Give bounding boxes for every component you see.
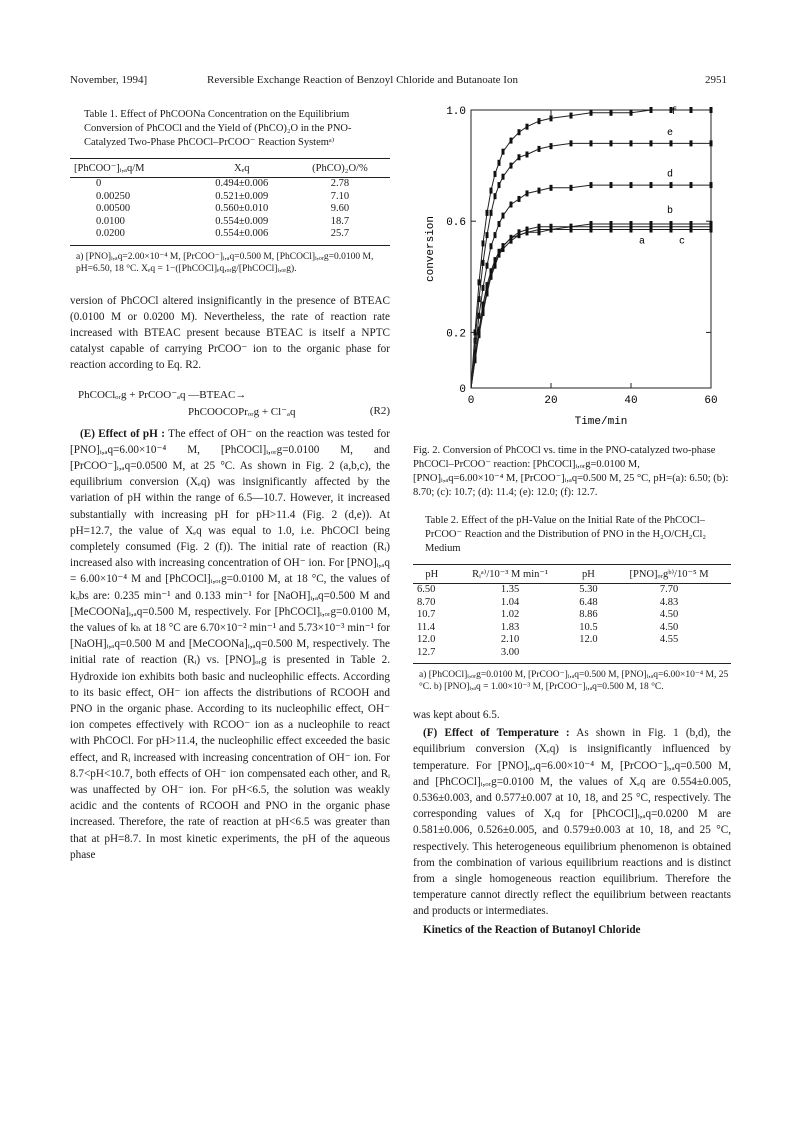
table1-header: (PhCO)₂O/% bbox=[290, 159, 390, 178]
table-row bbox=[70, 228, 390, 245]
section-heading: (F) Effect of Temperature : bbox=[423, 727, 570, 740]
table2-caption bbox=[413, 514, 731, 556]
data-point-f bbox=[478, 279, 481, 285]
header-title: Reversible Exchange Reaction of Benzoyl Chloride and Butanoate Ion bbox=[207, 74, 518, 86]
data-point-d bbox=[630, 182, 633, 188]
data-point-c bbox=[610, 224, 613, 230]
data-point-c bbox=[710, 224, 713, 230]
table-cell: 12.0 bbox=[417, 634, 436, 645]
data-point-e bbox=[630, 140, 633, 146]
section-e bbox=[70, 426, 390, 863]
data-point-c bbox=[538, 227, 541, 233]
table-row bbox=[70, 216, 390, 229]
equation-line: PhCOClₒᵣg + PrCOO⁻ₐq —BTEAC→ bbox=[78, 388, 247, 401]
table-cell: 11.4 bbox=[417, 621, 435, 633]
table-cell bbox=[607, 647, 731, 664]
table-cell: 8.86 bbox=[579, 609, 598, 620]
table-cell: 2.10 bbox=[500, 634, 520, 645]
data-point-f bbox=[590, 110, 593, 116]
table-row bbox=[413, 634, 731, 647]
header-date: November, 1994] bbox=[70, 74, 148, 86]
series-line-d bbox=[471, 185, 711, 388]
data-point-c bbox=[650, 224, 653, 230]
table-cell bbox=[570, 647, 607, 664]
data-point-e bbox=[510, 163, 513, 169]
x-axis-label: Time/min bbox=[574, 416, 628, 428]
table-cell: 6.48 bbox=[579, 596, 598, 608]
data-point-f bbox=[650, 107, 653, 113]
table1-note: a) [PNO]ᵢ,ₐq=2.00×10⁻⁴ M, [PrCOO⁻]ᵢ,ₐq=0.500 M, [PhCOCl]ᵢ,ₒᵣg=0.0100 M, pH=6.50, 18 °C. Xₑq = 1−([PhCOCl]ₑq,ₒᵣg/[PhCOCl]ᵢ,ₒᵣg). bbox=[76, 251, 374, 274]
data-point-d bbox=[538, 188, 541, 194]
table2-caption-text: Effect of the pH-Value on the Initial Rate of the PhCOCl–PrCOO⁻ Reaction and the Distribution of PNO in the H₂O/CH₂Cl₂ Medium bbox=[425, 515, 707, 554]
table-cell: 4.83 bbox=[659, 596, 679, 608]
series-line-b bbox=[471, 224, 711, 388]
data-point-f bbox=[690, 107, 693, 113]
figure2-chart bbox=[413, 100, 731, 440]
plot-frame bbox=[471, 110, 711, 388]
data-point-d bbox=[690, 182, 693, 188]
table-cell: 4.55 bbox=[659, 634, 679, 645]
data-point-d bbox=[650, 182, 653, 188]
y-tick-label: 0.6 bbox=[446, 217, 466, 230]
data-point-c bbox=[486, 288, 489, 294]
data-point-d bbox=[570, 185, 573, 191]
table2-header: pH bbox=[413, 565, 450, 584]
data-point-e bbox=[610, 140, 613, 146]
data-point-f bbox=[570, 113, 573, 119]
x-tick-label: 40 bbox=[624, 395, 638, 407]
data-point-c bbox=[494, 260, 497, 266]
data-point-e bbox=[690, 140, 693, 146]
data-point-d bbox=[670, 182, 673, 188]
data-point-f bbox=[538, 118, 541, 124]
data-point-e bbox=[486, 232, 489, 238]
table-cell: 0 bbox=[96, 178, 102, 189]
series-line-e bbox=[471, 143, 711, 388]
table-row bbox=[413, 622, 731, 635]
data-point-e bbox=[570, 140, 573, 146]
table-cell: 0.00500 bbox=[96, 203, 131, 214]
data-point-c bbox=[670, 224, 673, 230]
data-point-d bbox=[490, 243, 493, 249]
table2-note: a) [PhCOCl]ᵢ,ₒᵣg=0.0100 M, [PrCOO⁻]ᵢ,ₐq=0.500 M, [PNO]ᵢ,ₐq=6.00×10⁻⁴ M, 25 °C. b) [PNO]ᵢ,ₐq = 1.00×10⁻³ M, [PrCOO⁻]ᵢ,ₐq=0.500 M, 18 °C. bbox=[419, 670, 729, 692]
data-point-f bbox=[510, 138, 513, 144]
table2-header: [PNO]ₒᵣgᵇ⁾/10⁻⁵ M bbox=[607, 565, 731, 584]
table-cell: 12.0 bbox=[579, 634, 598, 645]
series-label-d: d bbox=[667, 169, 674, 181]
table1-header: [PhCOO⁻]ᵢ,ₐq/M bbox=[70, 159, 194, 178]
y-tick-label: 1.0 bbox=[446, 106, 466, 118]
series-line-f bbox=[471, 110, 711, 388]
series-line-c bbox=[471, 227, 711, 388]
data-point-e bbox=[482, 260, 485, 266]
data-point-c bbox=[690, 224, 693, 230]
data-point-f bbox=[610, 110, 613, 116]
data-point-f bbox=[482, 240, 485, 246]
data-point-d bbox=[510, 202, 513, 208]
data-point-d bbox=[526, 190, 529, 196]
section-heading: (E) Effect of pH : bbox=[80, 427, 165, 440]
table-cell: 2.78 bbox=[330, 178, 350, 189]
table-row bbox=[413, 647, 731, 664]
section-f bbox=[413, 725, 731, 919]
data-point-e bbox=[490, 210, 493, 216]
data-point-e bbox=[670, 140, 673, 146]
table-cell: 12.7 bbox=[413, 647, 450, 664]
x-tick-label: 20 bbox=[544, 395, 558, 407]
y-axis-label: conversion bbox=[425, 215, 437, 283]
table-cell: 5.30 bbox=[579, 584, 598, 595]
data-point-f bbox=[474, 329, 477, 335]
table-cell: 6.50 bbox=[417, 584, 436, 595]
data-point-e bbox=[650, 140, 653, 146]
table-row bbox=[70, 191, 390, 204]
series-line-a bbox=[471, 230, 711, 389]
table-cell: 0.560±0.010 bbox=[215, 203, 269, 214]
table-cell: 0.494±0.006 bbox=[215, 178, 269, 189]
figure2-caption: Fig. 2. Conversion of PhCOCl vs. time in the PNO-catalyzed two-phase PhCOCl–PrCOO⁻ reaction: [PhCOCl]ᵢ,ₒᵣg=0.0100 M, [PNO]ᵢ,ₐq=6.00×10⁻⁴ M, [PrCOO⁻]ᵢ,ₐq=0.500 M, 25 °C, pH=(a): 6.50; (b): 8.70; (c): 10.7; (d): 11.4; (e): 12.0; (f): 12.7. bbox=[413, 445, 729, 498]
data-point-f bbox=[630, 110, 633, 116]
data-point-e bbox=[502, 174, 505, 180]
data-point-d bbox=[494, 232, 497, 238]
table1-header: Xₑq bbox=[194, 159, 290, 178]
data-point-d bbox=[482, 285, 485, 291]
table2 bbox=[413, 514, 731, 693]
section-body: The effect of OH⁻ on the reaction was tested for [PNO]ᵢ,ₐq=6.00×10⁻⁴ M, [PhCOCl]ᵢ,ₒᵣg=0.0100 M, and [PrCOO⁻]ᵢ,ₐq=0.0500 M, at 25 °C. As shown in Fig. 2 (a,b,c), the equilibrium conversion (Xₑq) was insignificantly affected by the variation of pH within the range of 6.5—10.7. However, it increased substantially with increasing pH for pH>11.4 (Fig. 2 (d,e)). At pH=12.7, the value of Xₑq was equal to 1.0, i.e. PhCOCl being completely consumed (Fig. 2 (f)). The initial rate of reaction (Rᵢ) increased also with increasing concentration of OH⁻ ion. For [PNO]ᵢ,ₐq = 6.00×10⁻⁴ M and [PhCOCl]ᵢ,ₒᵣg=0.0100 M, at 18 °C, the values of kₒbs are: 0.235 min⁻¹ and 0.133 min⁻¹ for [NaOH]ᵢ,ₐq=0.500 M and [MeCOONa]ᵢ,ₐq=0.500 M, respectively. For [PhCOCl]ᵢ,ₒᵣg=0.0100 M, the values of kₕ at 18 °C are 6.70×10⁻² min⁻¹ and 5.73×10⁻³ min⁻¹ for [NaOH]ᵢ,ₐq=0.500 M and [MeCOONa]ᵢ,ₐq=0.500 M, respectively. The initial rate of reaction (Rᵢ) vs. [PNO]ₒᵣg is presented in Table 2. Hydroxide ion exhibits both basic and nucleophilic effects. According to its basic effect, OH⁻ ion affects the distributions of RCOOH and PNO in the organic phase. According to its nucleophilic effect, OH⁻ ion competes effectively with RCOO⁻ ion as a nucleophile to react with PhCOCl. For pH>11.4, the nucleophilic effect exceeded the basic effect, and Rᵢ increased with increasing concentration of OH⁻ ion. For 8.7<pH<10.7, both effects of OH⁻ ion compensated each other, and Rᵢ was unaffected by OH⁻ ion. For pH<6.5, the solution was weakly acidic and the contents of RCOOH and PNO in the organic phase increased. Therefore, the rate of reaction at pH<6.5 was greater than that at pH=8.7. In most kinetic experiments, the pH of the aqueous phase bbox=[70, 427, 391, 861]
table-cell: 7.70 bbox=[659, 584, 679, 595]
data-point-c bbox=[590, 224, 593, 230]
data-point-c bbox=[526, 229, 529, 235]
table1-grid bbox=[70, 158, 390, 246]
table-row bbox=[413, 584, 731, 597]
table-cell: 0.554±0.009 bbox=[215, 215, 269, 227]
table-cell: 0.0200 bbox=[70, 228, 194, 245]
data-point-f bbox=[498, 160, 501, 166]
data-point-c bbox=[630, 224, 633, 230]
data-point-c bbox=[498, 252, 501, 258]
data-point-d bbox=[486, 263, 489, 269]
series-label-c: c bbox=[679, 236, 686, 248]
table-row bbox=[70, 178, 390, 191]
data-point-f bbox=[494, 171, 497, 177]
table-cell: 4.50 bbox=[659, 621, 679, 633]
data-point-c bbox=[550, 227, 553, 233]
table-cell: 1.02 bbox=[500, 609, 520, 620]
equation-line: PhCOOCOPrₒᵣg + Cl⁻ₐq bbox=[188, 405, 296, 418]
data-point-d bbox=[550, 185, 553, 191]
x-tick-label: 60 bbox=[704, 395, 718, 407]
table-cell: 3.00 bbox=[450, 647, 569, 664]
right-column bbox=[413, 100, 731, 938]
table-cell: 0.00250 bbox=[96, 190, 131, 202]
table-row bbox=[413, 597, 731, 610]
data-point-c bbox=[570, 224, 573, 230]
table-cell: 1.83 bbox=[500, 621, 520, 633]
table1-caption-text: Effect of PhCOONa Concentration on the Equilibrium Conversion of PhCOCl and the Yield of (PhCO)₂O in the PNO-Catalyzed Two-Phase PhCOCl–PrCOO⁻ Reaction Systemᵃ⁾ bbox=[84, 109, 352, 148]
table-cell: 0.0100 bbox=[96, 215, 125, 227]
section-body: As shown in Fig. 1 (b,d), the equilibrium conversion (Xₑq) is insignificantly influenced by temperature. For [PNO]ᵢ,ₐq=6.00×10⁻⁴ M, [PrCOO⁻]ᵢ,ₐq=0.500 M, and [PhCOCl]ᵢ,ₒᵣg=0.0100 M, the values of Xₑq are 0.554±0.005, 0.536±0.003, and 0.577±0.007 at 10, 18, and 25 °C, respectively. The corresponding values of Xₑq for [PhCOCl]ᵢ,ₐq=0.0200 M are 0.581±0.006, 0.526±0.005, and 0.579±0.003 at 10, 18, and 25 °C, respectively. This heterogeneous equilibrium phenomenon is obtained from the combination of various equilibrium reactions and is distinct from a single homogeneous reaction equilibrium. Therefore the temperature cannot directly reflect the equilibrium between reactants and products or intermediates. bbox=[413, 727, 731, 918]
table-cell: 9.60 bbox=[330, 203, 350, 214]
data-point-e bbox=[538, 146, 541, 152]
data-point-c bbox=[490, 271, 493, 277]
data-point-d bbox=[502, 213, 505, 219]
data-point-c bbox=[518, 232, 521, 238]
data-point-f bbox=[502, 149, 505, 155]
series-label-b: b bbox=[667, 205, 674, 217]
x-tick-label: 0 bbox=[467, 395, 475, 407]
data-point-e bbox=[590, 140, 593, 146]
data-point-e bbox=[526, 151, 529, 157]
data-point-d bbox=[610, 182, 613, 188]
data-point-f bbox=[518, 129, 521, 135]
data-point-e bbox=[710, 140, 713, 146]
page-number: 2951 bbox=[705, 74, 727, 86]
table-cell: 25.7 bbox=[290, 228, 390, 245]
paragraph: was kept about 6.5. bbox=[413, 709, 500, 721]
y-tick-label: 0.2 bbox=[446, 328, 466, 341]
data-point-f bbox=[550, 115, 553, 121]
table1-label: Table 1. bbox=[84, 109, 118, 120]
table2-header: Rᵢᵃ⁾/10⁻³ M min⁻¹ bbox=[450, 565, 569, 584]
table-cell: 4.50 bbox=[659, 609, 679, 620]
table-cell: 0.521±0.009 bbox=[215, 190, 269, 202]
table1-caption bbox=[70, 108, 390, 150]
table2-label: Table 2. bbox=[425, 515, 459, 526]
table-row bbox=[70, 203, 390, 216]
data-point-d bbox=[518, 196, 521, 202]
data-point-d bbox=[710, 182, 713, 188]
table-cell: 1.35 bbox=[500, 584, 520, 595]
series-label-e: e bbox=[667, 128, 674, 140]
data-point-e bbox=[518, 154, 521, 160]
data-point-c bbox=[482, 307, 485, 313]
data-point-c bbox=[478, 329, 481, 335]
table-cell: 10.5 bbox=[579, 621, 598, 633]
table-cell: 10.7 bbox=[417, 609, 436, 620]
data-point-e bbox=[498, 182, 501, 188]
data-point-c bbox=[510, 235, 513, 241]
series-label-a: a bbox=[639, 236, 646, 248]
table-cell: 8.70 bbox=[417, 596, 436, 608]
paragraph: version of PhCOCl altered insignificantly in the presence of BTEAC (0.0100 M or 0.0200 M). Nevertheless, the rate of reaction rate increased with BTEAC present because BTEAC is itself a NPTC catalyst capable of carrying PrCOO⁻ ion to the organic phase for reaction according to Eq. R2. bbox=[70, 294, 390, 372]
table2-header: pH bbox=[570, 565, 607, 584]
data-point-f bbox=[486, 210, 489, 216]
equation-number: (R2) bbox=[369, 404, 390, 417]
table-cell: 18.7 bbox=[330, 215, 350, 227]
next-section-heading: Kinetics of the Reaction of Butanoyl Chloride bbox=[423, 923, 641, 936]
data-point-d bbox=[590, 182, 593, 188]
data-point-f bbox=[526, 124, 529, 130]
data-point-e bbox=[550, 143, 553, 149]
table2-grid bbox=[413, 564, 731, 664]
data-point-f bbox=[710, 107, 713, 113]
conversion-chart-svg bbox=[413, 100, 731, 430]
left-column bbox=[70, 108, 390, 863]
data-point-c bbox=[502, 243, 505, 249]
series-label-f: f bbox=[671, 107, 678, 119]
equation-r2 bbox=[78, 386, 390, 416]
table-row bbox=[413, 609, 731, 622]
table-cell: 1.04 bbox=[500, 596, 520, 608]
data-point-e bbox=[494, 193, 497, 199]
table-cell: 7.10 bbox=[330, 190, 350, 202]
data-point-f bbox=[490, 188, 493, 194]
data-point-d bbox=[498, 221, 501, 227]
table1 bbox=[70, 108, 390, 275]
y-tick-label: 0 bbox=[459, 384, 466, 396]
table-cell: 0.554±0.006 bbox=[194, 228, 290, 245]
